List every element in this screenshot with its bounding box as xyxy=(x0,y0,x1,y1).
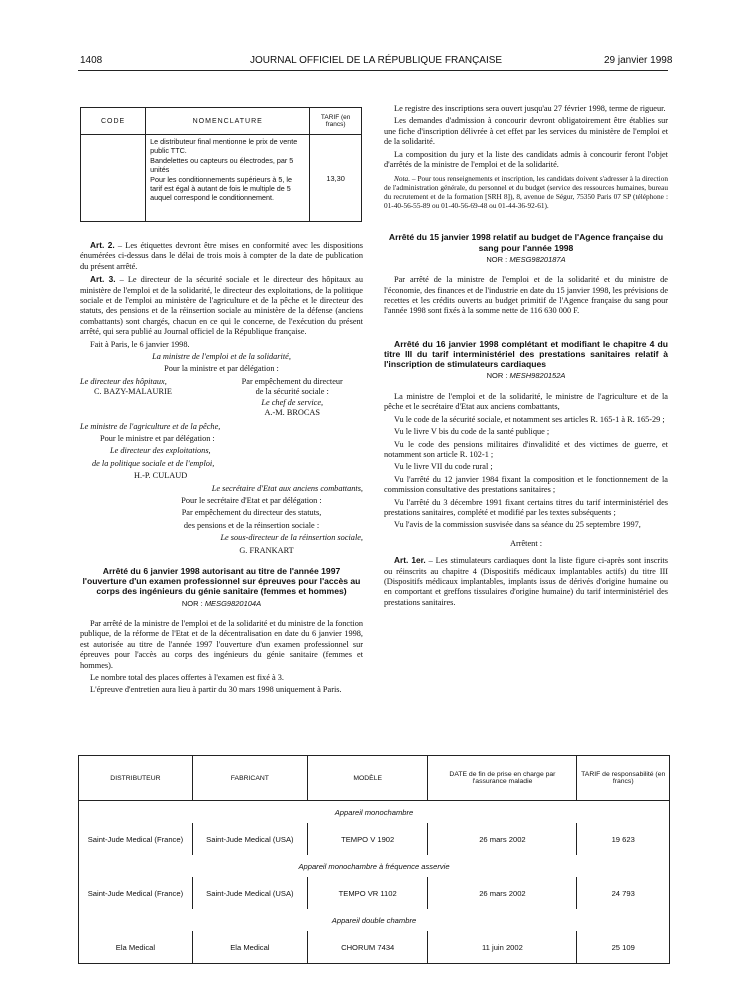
table-row xyxy=(79,931,670,964)
paragraph: Le nombre total des places offertes à l'examen est fixé à 3. xyxy=(90,673,284,683)
table-row xyxy=(79,877,670,909)
signature-block xyxy=(80,377,363,419)
signature-line: Le ministre de l'agriculture et de la pêche, xyxy=(80,421,221,431)
nota-label: Nota. xyxy=(394,174,411,184)
fabricant-cell: Ela Medical xyxy=(192,931,307,964)
nomenclature-text-2: Bandelettes ou capteurs ou électrodes, par 5 unités xyxy=(150,156,294,174)
paragraph: Le registre des inscriptions sera ouvert jusqu'au 27 février 1998, terme de rigueur. xyxy=(394,104,666,113)
art1-label: Art. 1er. xyxy=(394,555,426,566)
visa: Vu le livre V bis du code de la santé publique ; xyxy=(394,427,550,437)
signature-line: Le sous-directeur de la réinsertion sociale, xyxy=(220,533,363,543)
col-code: CODE xyxy=(81,108,146,135)
arretent: Arrêtent : xyxy=(509,538,543,548)
signature-line: Le chef de service, xyxy=(261,397,324,407)
modele-cell: TEMPO VR 1102 xyxy=(307,877,428,909)
signatory-name: G. FRANKART xyxy=(239,545,294,555)
fabricant-cell: Saint-Jude Medical (USA) xyxy=(192,823,307,855)
art1-text: – Les stimulateurs cardiaques dont la liste figure ci-après sont inscrits ou réinscrits au chapitre 4 (Dispositifs médicaux implantables actifs) du titre III (Dispositifs médicaux implantables, implants issus de dérivés d'origine humaine ou en comportant et greffons tissulaires d'origine humaine) du tarif interministériel des prestations sanitaires. xyxy=(384,556,669,607)
distributeur-cell: Ela Medical xyxy=(79,931,193,964)
section-row xyxy=(79,909,670,931)
journal-title: JOURNAL OFFICIEL DE LA RÉPUBLIQUE FRANÇAISE xyxy=(250,55,503,66)
section-title: Appareil monochambre xyxy=(334,807,414,817)
paragraph: Les demandes d'admission à concourir devront obligatoirement être établies sur une fiche d'inscription délivrée à cet effet par les services du ministère de l'emploi et de la solidarité. xyxy=(384,116,668,147)
paragraph: La ministre de l'emploi et de la solidarité, le ministre de l'agriculture et de la pêche et le secrétaire d'Etat aux anciens combattants, xyxy=(384,391,668,412)
article-3 xyxy=(80,274,363,337)
nor-code: MESG9820104A xyxy=(204,598,262,608)
section-title: Appareil monochambre à fréquence asservie xyxy=(298,861,450,871)
col-header: DISTRIBUTEUR xyxy=(79,756,193,801)
arrete-title: Arrêté du 16 janvier 1998 complétant et modifiant le chapitre 4 du titre III du tarif interministériel des prestations sanitaires relatif à l'inscription de stimulateurs cardiaques xyxy=(384,338,668,370)
col-nomenclature: NOMENCLATURE xyxy=(146,108,310,135)
signature-line: Pour la ministre et par délégation : xyxy=(164,364,279,374)
nor-line xyxy=(80,599,363,609)
signature-line: de la sécurité sociale : xyxy=(255,387,329,397)
col-header: FABRICANT xyxy=(192,756,307,801)
tarif-value: 13,30 xyxy=(310,135,362,222)
fait-a-paris: Fait à Paris, le 6 janvier 1998. xyxy=(90,339,190,349)
paragraph: L'épreuve d'entretien aura lieu à partir du 30 mars 1998 uniquement à Paris. xyxy=(90,685,342,695)
arrete-title: Arrêté du 15 janvier 1998 relatif au budget de l'Agence française du sang pour l'année 1998 xyxy=(388,232,664,253)
right-column xyxy=(384,104,668,610)
nor-line xyxy=(384,255,668,265)
visa: Vu l'arrêté du 12 janvier 1984 fixant la composition et le fonctionnement de la commission consultative des prestations sanitaires ; xyxy=(384,474,668,495)
nor-line xyxy=(384,371,668,381)
paragraph: Par arrêté de la ministre de l'emploi et de la solidarité et du ministre de l'économie, des finances et de l'industrie en date du 15 janvier 1998, les prévisions de recettes et les crédits ouverts au budget primitif de l'Agence française du sang pour l'année 1998 sont fixés à la somme nette de 116 630 000 F. xyxy=(384,275,668,316)
tarif-cell: 25 109 xyxy=(577,931,670,964)
signature-line: La ministre de l'emploi et de la solidarité, xyxy=(152,352,291,362)
signature-line: Pour le secrétaire d'Etat et par délégation : xyxy=(181,495,322,505)
fabricant-cell: Saint-Jude Medical (USA) xyxy=(192,877,307,909)
nor-label: NOR : xyxy=(181,598,205,608)
nor-label: NOR : xyxy=(486,254,510,264)
date-cell: 26 mars 2002 xyxy=(428,877,577,909)
signature-line: Par empêchement du directeur xyxy=(241,376,343,386)
distributeur-cell: Saint-Jude Medical (France) xyxy=(79,877,193,909)
tariff-row xyxy=(81,135,362,222)
arrete-title: Arrêté du 6 janvier 1998 autorisant au titre de l'année 1997 l'ouverture d'un examen professionnel sur épreuves pour l'accès au corps des ingénieurs du génie sanitaire (femmes et hommes) xyxy=(82,565,361,597)
tarif-cell: 24 793 xyxy=(577,877,670,909)
tarif-cell: 19 623 xyxy=(577,823,670,855)
signature-line: Le directeur des exploitations, xyxy=(110,446,211,456)
art3-label: Art. 3. xyxy=(90,274,116,285)
signature-left xyxy=(80,377,216,419)
section-row xyxy=(79,855,670,877)
signature-line: Le directeur des hôpitaux, xyxy=(80,376,167,386)
distributeur-cell: Saint-Jude Medical (France) xyxy=(79,823,193,855)
left-column xyxy=(80,240,363,698)
modele-cell: TEMPO V 1902 xyxy=(307,823,428,855)
nor-code: MESH9820152A xyxy=(509,371,566,381)
table-header-row xyxy=(79,756,670,801)
header-rule xyxy=(78,70,668,71)
table-row xyxy=(79,823,670,855)
paragraph: La composition du jury et la liste des candidats admis à concourir feront l'objet d'arrêtés de la ministre de l'emploi et de la solidarité. xyxy=(384,149,668,170)
date-cell: 11 juin 2002 xyxy=(428,931,577,964)
nomenclature-cell xyxy=(146,135,310,222)
signature-right xyxy=(222,377,364,419)
signature-line: Par empêchement du directeur des statuts, xyxy=(181,508,322,518)
section-title: Appareil double chambre xyxy=(331,915,417,925)
col-header: MODÈLE xyxy=(307,756,428,801)
col-header: DATE de fin de prise en charge par l'assurance maladie xyxy=(428,756,577,801)
code-cell xyxy=(81,135,146,222)
page-number: 1408 xyxy=(80,55,103,66)
signature-line: de la politique sociale et de l'emploi, xyxy=(92,458,215,468)
modele-cell: CHORUM 7434 xyxy=(307,931,428,964)
signatory-name: A.-M. BROCAS xyxy=(264,408,321,418)
art3-text: – Le directeur de la sécurité sociale et le directeur des hôpitaux au ministère de l'emploi et de la solidarité, le directeur des exploitations, de la politique sociale et de l'emploi au ministère de l'agriculture et de la pêche et le directeur des statuts, des pensions et de la réinsertion sociale au ministère de la défense (anciens combattants) sont chargés, chacun en ce qui le concerne, de l'exécution du présent arrêté, qui sera publié au Journal officiel de la République française. xyxy=(80,275,363,337)
tariff-table xyxy=(80,107,362,222)
visa: Vu l'avis de la commission susvisée dans sa séance du 25 septembre 1997, xyxy=(394,520,641,530)
art2-text: – Les étiquettes devront être mises en conformité avec les dispositions énumérées ci-dessus dans le délai de trois mois à compter de la date de publication du présent arrêté. xyxy=(80,241,363,271)
visa: Vu le livre VII du code rural ; xyxy=(394,462,493,472)
visa: Vu l'arrêté du 3 décembre 1991 fixant certains titres du tarif interministériel des prestations sanitaires, complété et modifié par les textes subséquents ; xyxy=(384,497,668,517)
art2-label: Art. 2. xyxy=(90,240,115,250)
pacemaker-table xyxy=(78,755,670,964)
visa: Vu le code de la sécurité sociale, et notamment ses articles R. 165-1 à R. 165-29 ; xyxy=(394,414,665,424)
date-cell: 26 mars 2002 xyxy=(428,823,577,855)
col-header: TARIF de responsabilité (en francs) xyxy=(577,756,670,801)
nor-label: NOR : xyxy=(486,371,510,381)
tariff-header-row xyxy=(81,108,362,135)
signature-line: des pensions et de la réinsertion sociale : xyxy=(183,520,320,530)
article-1 xyxy=(384,555,668,608)
nota-text: – Pour tous renseignements et inscription, les candidats doivent s'adresser à la direction de l'administration générale, du personnel et du budget (service des ressources humaines, bureau du recrutement et de la formation [SRH 8]), 8, avenue de Ségur, 75350 Paris 07 SP (téléphone : 01-40-56-55-89 ou 01-40-56-69-48 ou 01-44-36-92-61). xyxy=(384,174,668,211)
section-row xyxy=(79,801,670,824)
signature-line: Pour le ministre et par délégation : xyxy=(100,433,215,443)
signatory-name: C. BAZY-MALAURIE xyxy=(94,387,172,397)
nor-code: MESG9820187A xyxy=(509,254,566,264)
nota xyxy=(384,174,668,210)
nomenclature-text-1: Le distributeur final mentionne le prix de vente public TTC. xyxy=(150,137,298,155)
paragraph: Par arrêté de la ministre de l'emploi et de la solidarité et du ministre de la fonction publique, de la réforme de l'Etat et de la décentralisation en date du 6 janvier 1998, est autorisée au titre de l'année 1997 l'ouverture d'un examen professionnel sur épreuves pour l'accès au corps des ingénieurs du génie sanitaire (femmes et hommes). xyxy=(80,618,363,670)
visa: Vu le code des pensions militaires d'invalidité et des victimes de guerre, et notamment son article R. 102-1 ; xyxy=(384,439,668,459)
signatory-name: H.-P. CULAUD xyxy=(134,471,188,481)
issue-date: 29 janvier 1998 xyxy=(604,55,673,66)
signature-line: Le secrétaire d'Etat aux anciens combattants, xyxy=(211,483,363,493)
col-tarif: TARIF (en francs) xyxy=(310,108,362,135)
nomenclature-text-3: Pour les conditionnements supérieurs à 5, le tarif est égal à autant de fois le multiple de 5 auquel correspond le conditionnement. xyxy=(150,175,292,202)
article-2 xyxy=(80,240,363,272)
